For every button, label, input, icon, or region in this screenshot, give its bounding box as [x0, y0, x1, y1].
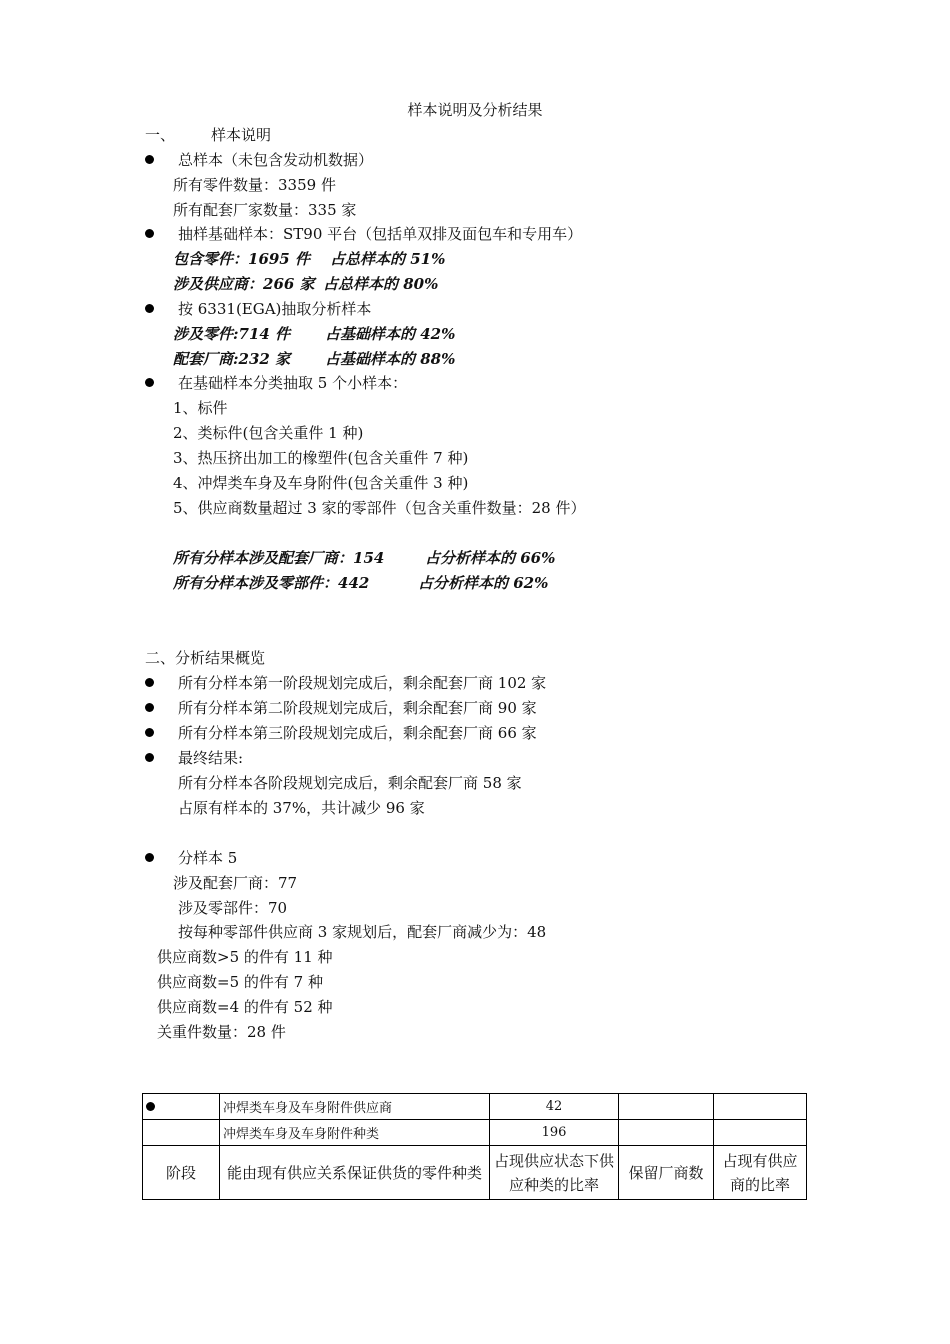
table-cell	[143, 1094, 220, 1120]
list-item: 3、热压挤出加工的橡塑件(包含关重件 7 种)	[173, 449, 469, 467]
ega-sample-label: 按 6331(EGA)抽取分析样本	[178, 300, 372, 318]
sample5-parts: 涉及零部件：70	[178, 899, 288, 917]
final-line2: 占原有样本的 37%，共计减少 96 家	[178, 799, 425, 817]
table-cell	[714, 1094, 807, 1120]
sub-samples-label: 在基础样本分类抽取 5 个小样本：	[178, 374, 408, 392]
base-parts-pct: 占总样本的 51%	[330, 250, 446, 268]
sample5-key-parts: 关重件数量：28 件	[157, 1023, 286, 1041]
table-cell	[619, 1094, 714, 1120]
sample5-eq5: 供应商数=5 的件有 7 种	[157, 973, 323, 991]
total-parts: 所有零件数量：3359 件	[173, 176, 336, 194]
total-sample-label: 总样本（未包含发动机数据）	[178, 151, 374, 169]
ega-suppliers: 配套厂商:232 家	[173, 350, 291, 368]
stage-result: 所有分样本第一阶段规划完成后，剩余配套厂商 102 家	[178, 674, 547, 692]
base-parts: 包含零件：1695 件	[173, 250, 310, 268]
table-cell: 42	[490, 1094, 619, 1120]
list-item: 5、供应商数量超过 3 家的零部件（包含关重件数量：28 件）	[173, 499, 586, 517]
bullet-icon	[145, 155, 154, 164]
results-table	[142, 1093, 807, 1200]
sample5-eq4: 供应商数=4 的件有 52 种	[157, 998, 333, 1016]
base-sample-label: 抽样基础样本：ST90 平台（包括单双排及面包车和专用车）	[178, 225, 583, 243]
table-cell	[714, 1120, 807, 1146]
summary-suppliers: 所有分样本涉及配套厂商：154	[173, 549, 385, 567]
bullet-icon	[145, 753, 154, 762]
table-cell: 冲焊类车身及车身附件供应商	[220, 1094, 490, 1120]
bullet-icon	[145, 678, 154, 687]
table-header: 阶段	[143, 1146, 220, 1200]
table-header: 占现有供应商的比率	[714, 1146, 807, 1200]
summary-parts-pct: 占分析样本的 62%	[418, 574, 549, 592]
table-cell: 196	[490, 1120, 619, 1146]
section2-heading: 二、分析结果概览	[145, 649, 266, 667]
section1-number: 一、	[145, 126, 176, 144]
bullet-icon	[145, 378, 154, 387]
table-row	[143, 1094, 807, 1120]
table-cell	[619, 1120, 714, 1146]
page-title: 样本说明及分析结果	[407, 101, 543, 119]
list-item: 4、冲焊类车身及车身附件(包含关重件 3 种)	[173, 474, 469, 492]
total-suppliers: 所有配套厂家数量：335 家	[173, 201, 357, 219]
bullet-icon	[145, 853, 154, 862]
list-item: 1、标件	[173, 399, 228, 417]
base-suppliers-pct: 占总样本的 80%	[323, 275, 439, 293]
bullet-icon	[145, 229, 154, 238]
stage-result: 所有分样本第三阶段规划完成后，剩余配套厂商 66 家	[178, 724, 537, 742]
stage-result: 所有分样本第二阶段规划完成后，剩余配套厂商 90 家	[178, 699, 537, 717]
ega-parts-pct: 占基础样本的 42%	[325, 325, 456, 343]
base-suppliers: 涉及供应商：266 家	[173, 275, 315, 293]
sample5-gt5: 供应商数>5 的件有 11 种	[157, 948, 333, 966]
final-line1: 所有分样本各阶段规划完成后，剩余配套厂商 58 家	[178, 774, 522, 792]
table-header: 能由现有供应关系保证供货的零件种类	[220, 1146, 490, 1200]
table-header: 保留厂商数	[619, 1146, 714, 1200]
sample5-label: 分样本 5	[178, 849, 238, 867]
summary-parts: 所有分样本涉及零部件：442	[173, 574, 370, 592]
bullet-icon	[145, 703, 154, 712]
final-label: 最终结果:	[178, 749, 244, 767]
bullet-icon	[145, 304, 154, 313]
sample5-suppliers: 涉及配套厂商：77	[173, 874, 298, 892]
section1-heading: 样本说明	[211, 126, 272, 144]
ega-parts: 涉及零件:714 件	[173, 325, 291, 343]
table-header: 占现供应状态下供应种类的比率	[490, 1146, 619, 1200]
table-row	[143, 1120, 807, 1146]
table-header-row	[143, 1146, 807, 1200]
table-cell	[143, 1120, 220, 1146]
ega-suppliers-pct: 占基础样本的 88%	[325, 350, 456, 368]
sample5-reduced: 按每种零部件供应商 3 家规划后，配套厂商减少为：48	[178, 923, 547, 941]
summary-suppliers-pct: 占分析样本的 66%	[425, 549, 556, 567]
list-item: 2、类标件(包含关重件 1 种)	[173, 424, 364, 442]
table-cell: 冲焊类车身及车身附件种类	[220, 1120, 490, 1146]
bullet-icon	[145, 728, 154, 737]
bullet-icon	[146, 1102, 155, 1111]
